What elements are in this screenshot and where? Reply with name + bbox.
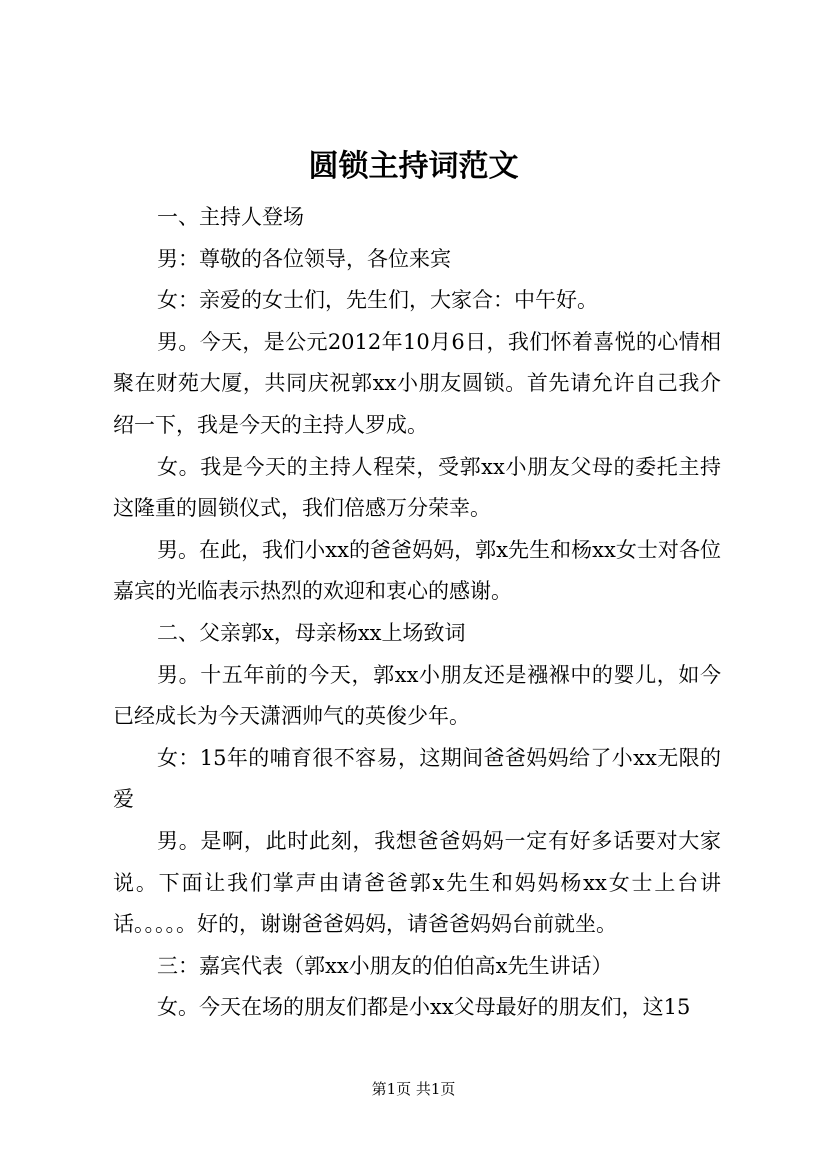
document-body: [113, 197, 721, 1029]
paragraph: 三：嘉宾代表（郭xx小朋友的伯伯高x先生讲话）: [157, 953, 613, 978]
paragraph: 男。是啊，此时此刻，我想爸爸妈妈一定有好多话要对大家说。下面让我们掌声由请爸爸郭x先生和妈妈杨xx女士上台讲话。。。。。好的，谢谢爸爸妈妈，请爸爸妈妈台前就坐。: [113, 828, 721, 937]
paragraph: 女：亲爱的女士们，先生们，大家合：中午好。: [157, 288, 598, 313]
page-title: 圆锁主持词范文: [308, 149, 519, 184]
page-footer: 第1页 共1页: [371, 1080, 456, 1098]
paragraph: 女：15年的哺育很不容易，这期间爸爸妈妈给了小xx无限的爱: [113, 745, 721, 812]
paragraph: 一、主持人登场: [157, 205, 304, 229]
paragraph: 女。今天在场的朋友们都是小xx父母最好的朋友们，这15: [157, 995, 691, 1020]
paragraph: 二、父亲郭x，母亲杨xx上场致词: [157, 620, 466, 645]
paragraph: 女。我是今天的主持人程荣，受郭xx小朋友父母的委托主持这隆重的圆锁仪式，我们倍感万分荣幸。: [113, 454, 721, 521]
paragraph: 男。今天，是公元2012年10月6日，我们怀着喜悦的心情相聚在财苑大厦，共同庆祝郭xx小朋友圆锁。首先请允许自己我介绍一下，我是今天的主持人罗成。: [113, 329, 721, 437]
paragraph: 男：尊敬的各位领导，各位来宾: [157, 246, 451, 271]
paragraph: 男。在此，我们小xx的爸爸妈妈，郭x先生和杨xx女士对各位嘉宾的光临表示热烈的欢迎和衷心的感谢。: [113, 537, 721, 604]
paragraph: 男。十五年前的今天，郭xx小朋友还是襁褓中的婴儿，如今已经成长为今天潇洒帅气的英俊少年。: [113, 662, 721, 729]
